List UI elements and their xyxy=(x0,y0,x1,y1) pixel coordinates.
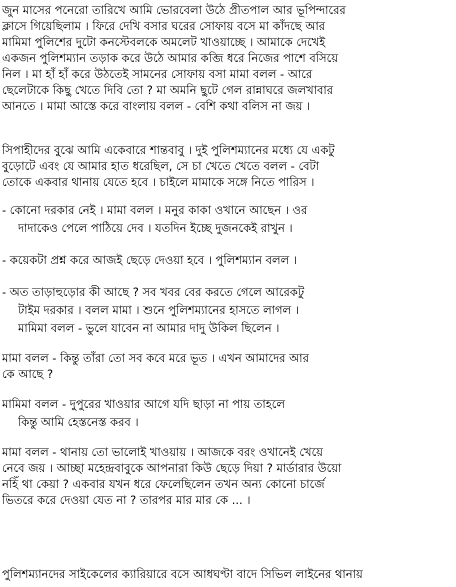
text-line-2: ক্লাসে গিয়েছিলাম । ফিরে দেখি বসার ঘরের সোফায় বসে মা কাঁদছে আর xyxy=(2,19,326,33)
text-line-21: কিন্তু আমি হেস্তনেস্ত করব । xyxy=(18,415,139,429)
text-line-3: মামিমা পুলিশের দুটো কনস্টেবলকে অমলেট খাওয়াচ্ছে । আমাকে দেখেই xyxy=(2,35,326,49)
text-line-10: বুড়োটে এবং যে আমার হাত ধরেছিল, সে চা খেতে খেতে বলল - বেটা xyxy=(2,159,320,173)
text-line-25: ভিতরে করে দেওয়া যেত না ? তারপর মার মার কে ... । xyxy=(2,493,251,507)
text-line-15: - অত তাড়াহুড়োর কী আছে ? সব খবর বের করতে গেলে আরেকটু xyxy=(2,285,305,299)
text-line-7: আনতে । মামা আস্তে করে বাংলায় বলল - বেশি কথা বলিস না জয় । xyxy=(2,99,311,113)
text-line-23: নেবে জয় । আচ্ছা মহেন্দ্রবাবুকে আপনারা কিউ ছেড়ে দিয়া ? মার্ডারার উয়ো xyxy=(2,461,342,475)
text-line-19: কে আছে ? xyxy=(2,367,54,381)
text-line-11: তোকে একবার থানায় যেতে হবে । চাইলে মামাকে সঙ্গে নিতে পারিস । xyxy=(2,175,315,189)
text-line-13: দাদাকেও পেলে পাঠিয়ে দেব । যতদিন ইচ্ছে দুজনকেই রাখুন । xyxy=(18,221,293,235)
text-line-16: টাইম দরকার । বলল মামা । শুনে পুলিশম্যানের হাসতে লাগল । xyxy=(18,303,299,317)
text-line-1: জুন মাসের পনেরো তারিখে আমি ভোরবেলা উঠে প্রীতপাল আর ভূপিন্দারের xyxy=(2,3,346,17)
text-line-18: মামা বলল - কিন্তু তাঁরা তো সব কবে মরে ভূত । এখন আমাদের আর xyxy=(2,351,309,365)
text-line-24: নহিঁ থা কেয়া ? একবার যখন ধরে ফেলেছিলেন তখন অন্য কোনো চার্জে xyxy=(2,477,325,491)
text-line-22: মামা বলল - থানায় তো ভালোই খাওয়ায় । আজকে বরং ওখানেই খেয়ে xyxy=(2,445,323,459)
text-line-6: ছেলেটাকে কিছু খেতে দিবি তো ? মা অমনি ছুটে গেল রান্নাঘরে জলখাবার xyxy=(2,83,334,97)
text-line-20: মামিমা বলল - দুপুরের খাওয়ার আগে যদি ছাড়া না পায় তাহলে xyxy=(2,397,285,411)
text-line-27: পুলিশম্যানদের সাইকেলের ক্যারিয়ারে বসে আধঘণ্টা বাদে সিভিল লাইনের থানায় xyxy=(2,567,363,581)
text-line-12: - কোনো দরকার নেই । মামা বলল । মনুর কাকা ওখানে আছেন । ওর xyxy=(2,203,308,217)
text-line-17: মামিমা বলল - ভুলে যাবেন না আমার দাদু উকিল ছিলেন । xyxy=(18,321,280,335)
text-line-9: সিপাহীদের বুঝে আমি একেবারে শান্তবাবু । দুই পুলিশম্যানের মধ্যে যে একটু xyxy=(2,143,335,157)
text-line-5: নিল । মা হাঁ হাঁ করে উঠতেই সামনের সোফায় বসা মামা বলল - আরে xyxy=(2,67,313,81)
text-line-4: একজন পুলিশম্যান তড়াক করে উঠে আমার কব্জি ধরে নিজের পাশে বসিয়ে xyxy=(2,51,339,65)
text-line-14: - কয়েকটা প্রশ্ন করে আজই ছেড়ে দেওয়া হবে । পুলিশম্যান বলল । xyxy=(2,253,297,267)
